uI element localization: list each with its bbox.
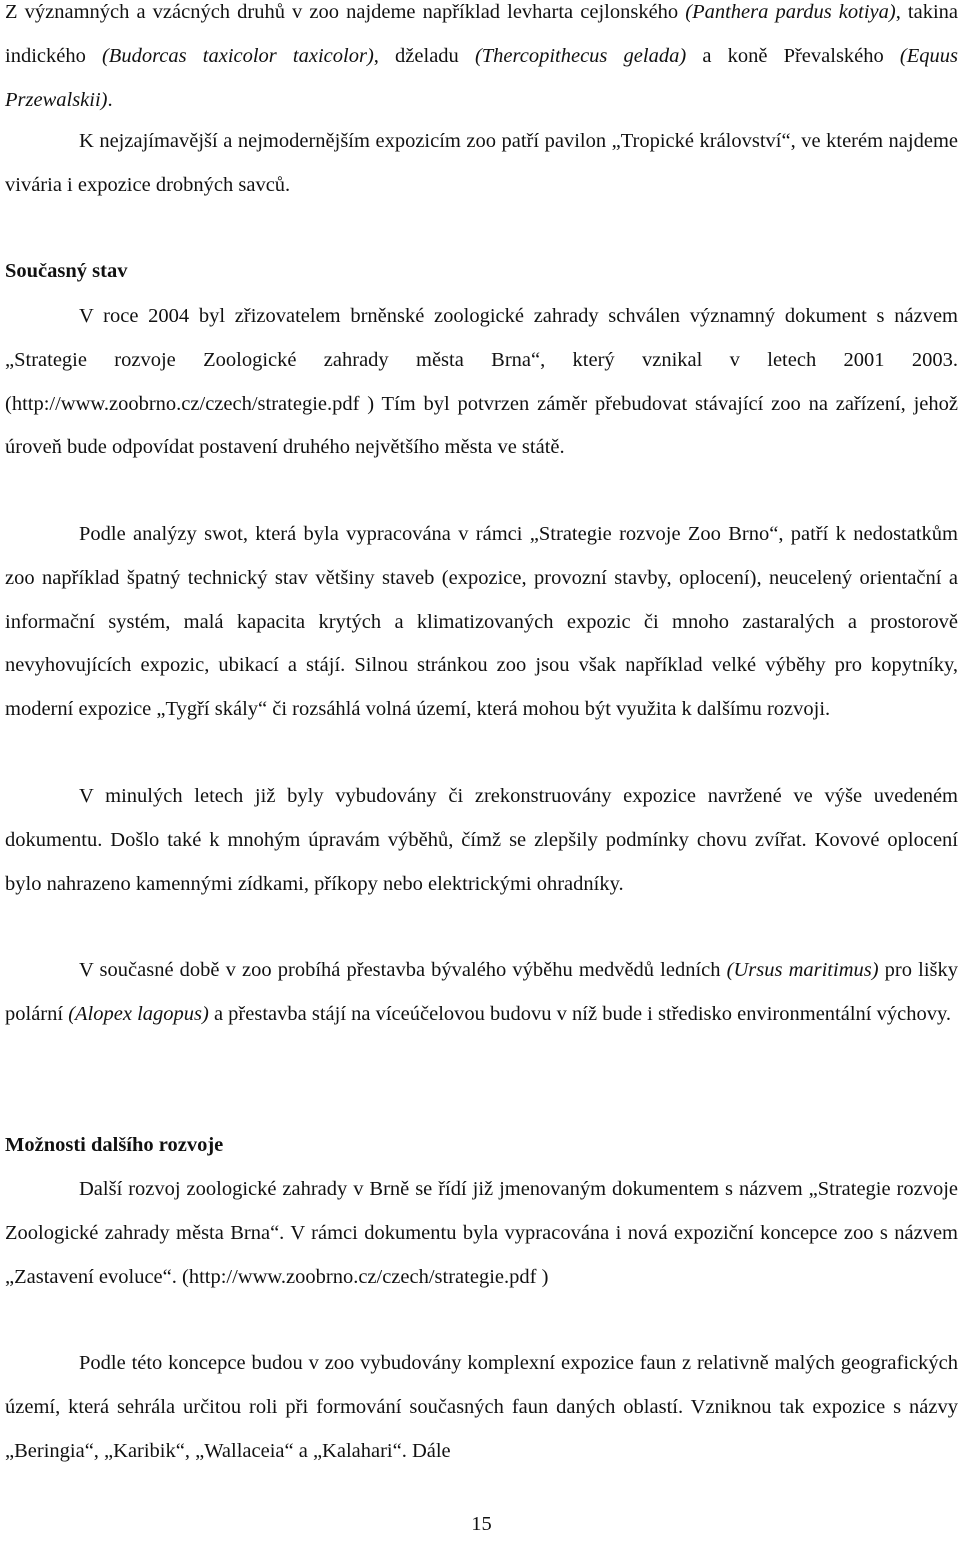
paragraph-evolution-concept: Podle této koncepce budou v zoo vybudovány komplexní expozice faun z relativně malých geografických území, která sehrála určitou roli při formování současných faun daných oblastí. Vzniknou tak expozice s názvy „Beringia“, „Karibik“, „Wallaceia“ a „Kalahari“. Dále xyxy=(5,1352,958,1462)
paragraph-strategy-document: V roce 2004 byl zřizovatelem brněnské zoologické zahrady schválen významný dokument s názvem „Strategie rozvoje Zoologické zahrady města Brna“, který vznikal v letech 2001 2003. (http://www.zoobrno.cz/czech/strategie.pdf ) Tím byl potvrzen záměr přebudovat stávající zoo na zařízení, jehož úroveň bude odpovídat postavení druhého největšího města ve státě. xyxy=(5,305,958,459)
paragraph-reconstructions: V minulých letech již byly vybudovány či zrekonstruovány expozice navržené ve výše uvedeném dokumentu. Došlo také k mnohým úpravám výběhů, čímž se zlepšily podmínky chovu zvířat. Kovové oplocení bylo nahrazeno kamennými zídkami, příkopy nebo elektrickými ohradníky. xyxy=(5,785,958,895)
text-run: pro lišky polární xyxy=(5,959,959,1025)
text-run: . xyxy=(107,88,113,111)
paragraph-rare-species xyxy=(5,0,958,122)
latin-name: (Panthera pardus kotiya) xyxy=(685,1,896,23)
text-run: a koně Převalského xyxy=(686,44,900,67)
latin-name: (Ursus maritimus) xyxy=(726,959,879,981)
latin-name: (Equus Przewalskii) xyxy=(5,44,958,111)
text-run: Z významných a vzácných druhů v zoo najdeme například levharta cejlonského xyxy=(5,1,686,23)
heading-development: Možnosti dalšího rozvoje xyxy=(5,1134,224,1156)
latin-name: (Alopex lagopus) xyxy=(68,1002,209,1025)
heading-current-state: Současný stav xyxy=(5,260,128,282)
latin-name: (Thercopithecus gelada) xyxy=(474,44,687,67)
text-run: , takina indického xyxy=(5,1,958,67)
paragraph-swot-analysis: Podle analýzy swot, která byla vypracována v rámci „Strategie rozvoje Zoo Brno“, patří k nedostatkům zoo například špatný technický stav většiny staveb (expozice, provozní stavby, oplocení), neucelený orientační a informační systém, malá kapacita krytých a klimatizovaných expozic či mnoho zastaralých a prostorově nevyhovujících expozic, ubikací a stájí. Silnou stránkou zoo jsou však například velké výběhy pro kopytníky, moderní expozice „Tygří skály“ či rozsáhlá volná území, která mohou být využita k dalšímu rozvoji. xyxy=(5,523,958,721)
text-run: V současné době v zoo probíhá přestavba bývalého výběhu medvědů ledních xyxy=(79,959,727,981)
paragraph-tropical-pavilion: K nejzajímavější a nejmodernějším expozicím zoo patří pavilon „Tropické království“, ve kterém najdeme vivária i expozice drobných savců. xyxy=(5,130,958,196)
document-page xyxy=(5,0,958,1543)
page-number: 15 xyxy=(471,1513,492,1535)
text-run: , dželadu xyxy=(373,44,475,67)
paragraph-current-rebuild xyxy=(5,949,958,1037)
text-run: a přestavba stájí na víceúčelovou budovu v níž bude i středisko environmentální výchovy. xyxy=(208,1002,952,1025)
paragraph-further-development: Další rozvoj zoologické zahrady v Brně se řídí již jmenovaným dokumentem s názvem „Strategie rozvoje Zoologické zahrady města Brna“. V rámci dokumentu byla vypracována i nová expoziční koncepce zoo s názvem „Zastavení evoluce“. (http://www.zoobrno.cz/czech/strategie.pdf ) xyxy=(5,1178,958,1288)
latin-name: (Budorcas taxicolor taxicolor) xyxy=(101,44,374,67)
